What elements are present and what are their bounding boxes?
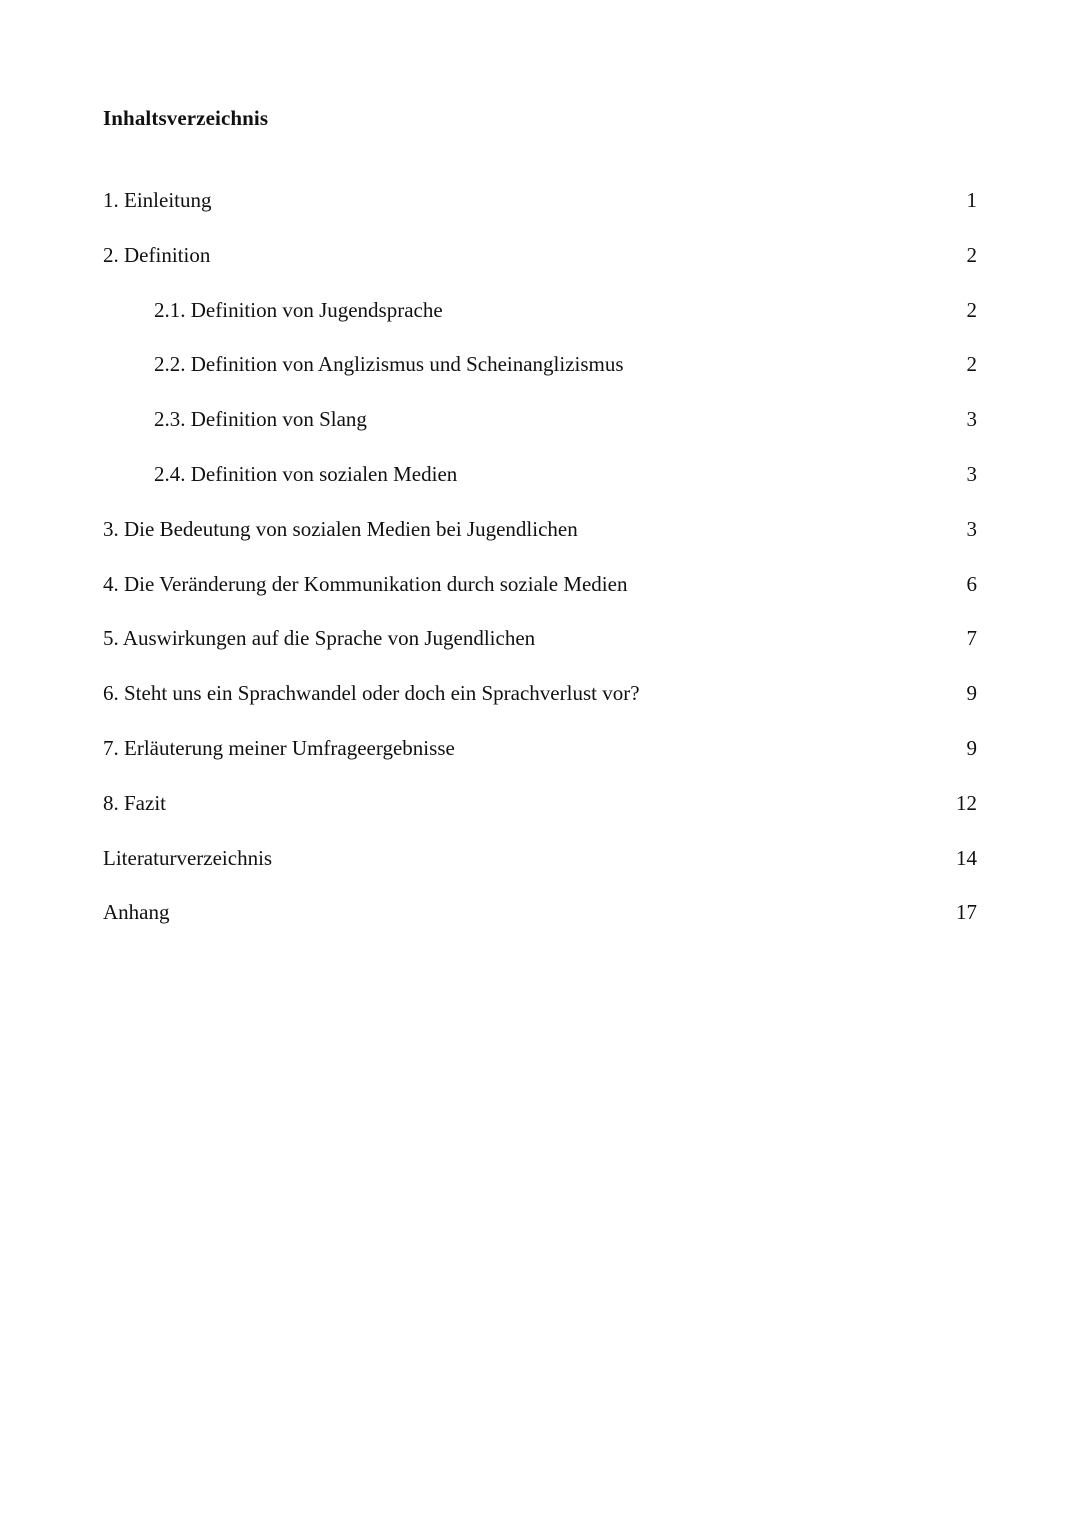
toc-entry-sprachwandel: [103, 679, 977, 734]
toc-entry-page-number: 9: [966, 681, 977, 706]
toc-entry-definition-soziale-medien: [103, 460, 977, 515]
toc-entry-page-number: 9: [966, 735, 977, 760]
toc-entry-page-number: 12: [956, 790, 977, 815]
toc-entry-literaturverzeichnis: [103, 844, 977, 899]
toc-entry-page-number: 7: [966, 626, 977, 651]
toc-entry-definition-slang: [103, 405, 977, 460]
toc-entry-definition-anglizismus: [103, 350, 977, 405]
toc-entry-label: 8. Fazit: [103, 790, 166, 815]
toc-entry-auswirkungen-sprache: [103, 624, 977, 679]
toc-entry-page-number: 2: [966, 242, 977, 267]
toc-entry-label: 2.2. Definition von Anglizismus und Scheinanglizismus: [154, 352, 624, 377]
toc-entry-page-number: 2: [966, 352, 977, 377]
toc-entry-label: 7. Erläuterung meiner Umfrageergebnisse: [103, 735, 455, 760]
toc-entry-anhang: [103, 898, 977, 953]
toc-entry-label: 2.4. Definition von sozialen Medien: [154, 461, 458, 486]
toc-entry-label: 1. Einleitung: [103, 188, 212, 212]
toc-entry-label: 4. Die Veränderung der Kommunikation durch soziale Medien: [103, 571, 628, 596]
toc-entry-page-number: 6: [966, 571, 977, 596]
toc-entry-veraenderung-kommunikation: [103, 570, 977, 625]
page-title: Inhaltsverzeichnis: [103, 106, 269, 130]
toc-entry-einleitung: [103, 186, 977, 241]
toc-entry-umfrageergebnisse: [103, 734, 977, 789]
toc-entry-page-number: 17: [956, 900, 977, 925]
toc-entry-label: Anhang: [103, 900, 170, 925]
toc-entry-definition: [103, 241, 977, 296]
toc-entry-label: 2.1. Definition von Jugendsprache: [154, 297, 443, 322]
table-of-contents: [103, 186, 977, 953]
toc-entry-definition-jugendsprache: [103, 296, 977, 351]
toc-entry-bedeutung-soziale-medien: [103, 515, 977, 570]
toc-entry-label: 6. Steht uns ein Sprachwandel oder doch ein Sprachverlust vor?: [103, 681, 640, 706]
toc-entry-page-number: 14: [956, 845, 977, 870]
toc-entry-fazit: [103, 789, 977, 844]
toc-entry-page-number: 1: [966, 188, 977, 212]
toc-entry-label: Literaturverzeichnis: [103, 845, 273, 870]
toc-entry-page-number: 3: [966, 407, 977, 432]
toc-entry-page-number: 3: [966, 461, 977, 486]
toc-entry-label: 2. Definition: [103, 242, 211, 267]
toc-entry-page-number: 2: [966, 297, 977, 322]
toc-entry-label: 5. Auswirkungen auf die Sprache von Jugendlichen: [103, 626, 536, 651]
toc-entry-label: 3. Die Bedeutung von sozialen Medien bei Jugendlichen: [103, 516, 578, 541]
toc-entry-page-number: 3: [966, 516, 977, 541]
toc-entry-label: 2.3. Definition von Slang: [154, 407, 367, 432]
